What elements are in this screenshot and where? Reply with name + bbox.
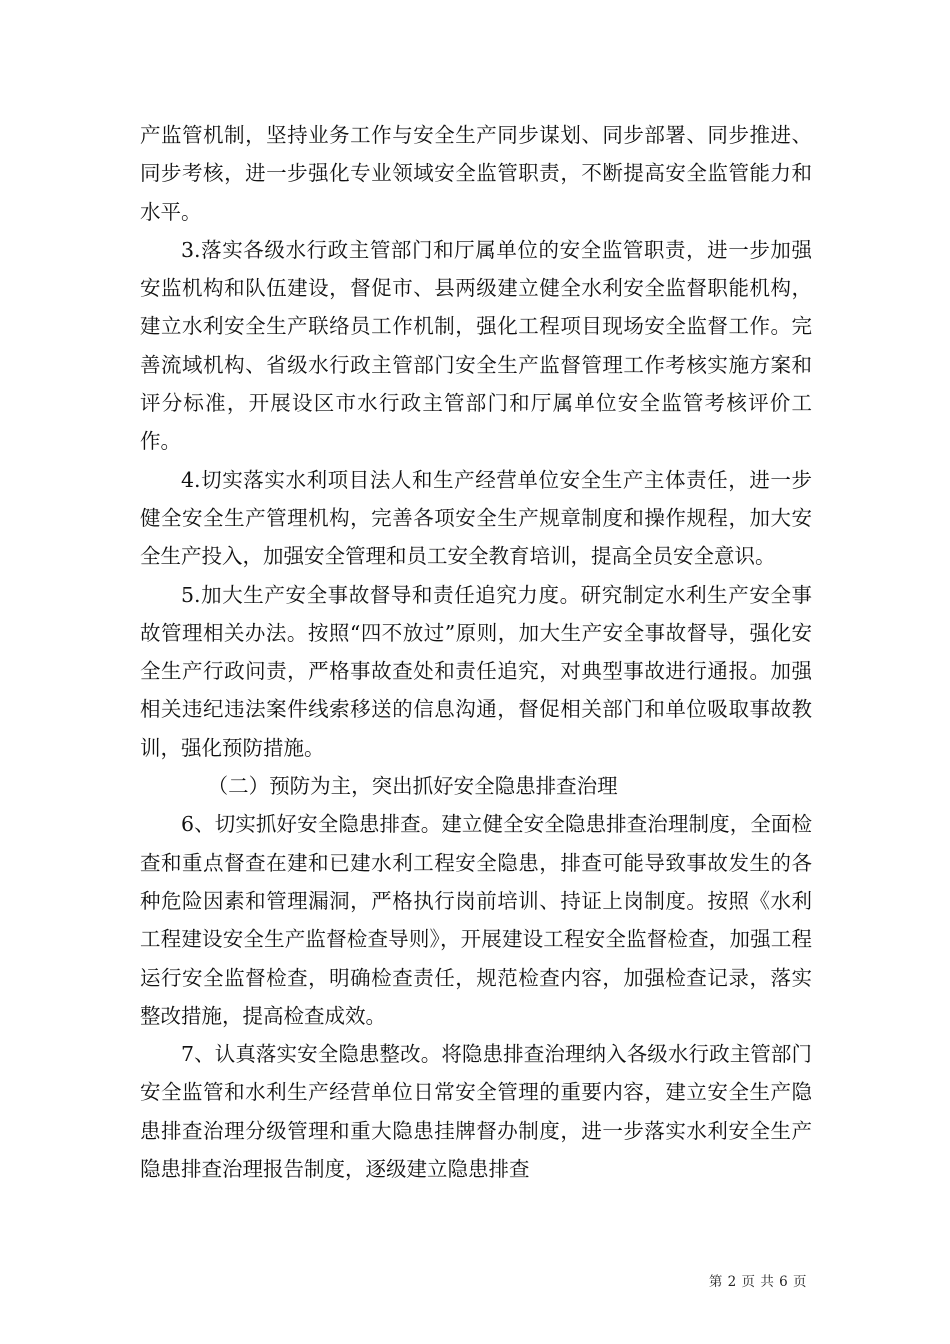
paragraph-item-6: 6、切实抓好安全隐患排查。建立健全安全隐患排查治理制度，全面检查和重点督查在建和已建水利工程安全隐患，排查可能导致事故发生的各种危险因素和管理漏洞，严格执行岗前培训、持证上岗制度。按照《水利工程建设安全生产监督检查导则》，开展建设工程安全监督检查，加强工程运行安全监督检查，明确检查责任，规范检查内容，加强检查记录，落实整改措施，提高检查成效。 (140, 812, 812, 1028)
paragraph-item-5: 5.加大生产安全事故督导和责任追究力度。研究制定水利生产安全事故管理相关办法。按照“四不放过”原则，加大生产安全事故督导，强化安全生产行政问责，严格事故查处和责任追究，对典型事故进行通报。加强相关违纪违法案件线索移送的信息沟通，督促相关部门和单位吸取事故教训，强化预防措施。 (140, 582, 812, 760)
page-number-footer: 第 2 页 共 6 页 (708, 1274, 807, 1290)
paragraph-item-7: 7、认真落实安全隐患整改。将隐患排查治理纳入各级水行政主管部门安全监管和水利生产经营单位日常安全管理的重要内容，建立安全生产隐患排查治理分级管理和重大隐患挂牌督办制度，进一步落实水利安全生产隐患排查治理报告制度，逐级建立隐患排查 (140, 1042, 812, 1182)
paragraph-continuation: 产监管机制，坚持业务工作与安全生产同步谋划、同步部署、同步推进、同步考核，进一步强化专业领域安全监管职责，不断提高安全监管能力和水平。 (140, 123, 812, 224)
paragraph-item-4: 4.切实落实水利项目法人和生产经营单位安全生产主体责任，进一步健全安全生产管理机构，完善各项安全生产规章制度和操作规程，加大安全生产投入，加强安全管理和员工安全教育培训，提高全员安全意识。 (140, 467, 812, 569)
document-body (140, 116, 812, 1188)
paragraph-item-3: 3.落实各级水行政主管部门和厅属单位的安全监管职责，进一步加强安监机构和队伍建设，督促市、县两级建立健全水利安全监督职能机构，建立水利安全生产联络员工作机制，强化工程项目现场安全监督工作。完善流域机构、省级水行政主管部门安全生产监督管理工作考核实施方案和评分标准，开展设区市水行政主管部门和厅属单位安全监管考核评价工作。 (140, 237, 812, 454)
section-heading: （二）预防为主，突出抓好安全隐患排查治理 (207, 774, 618, 799)
